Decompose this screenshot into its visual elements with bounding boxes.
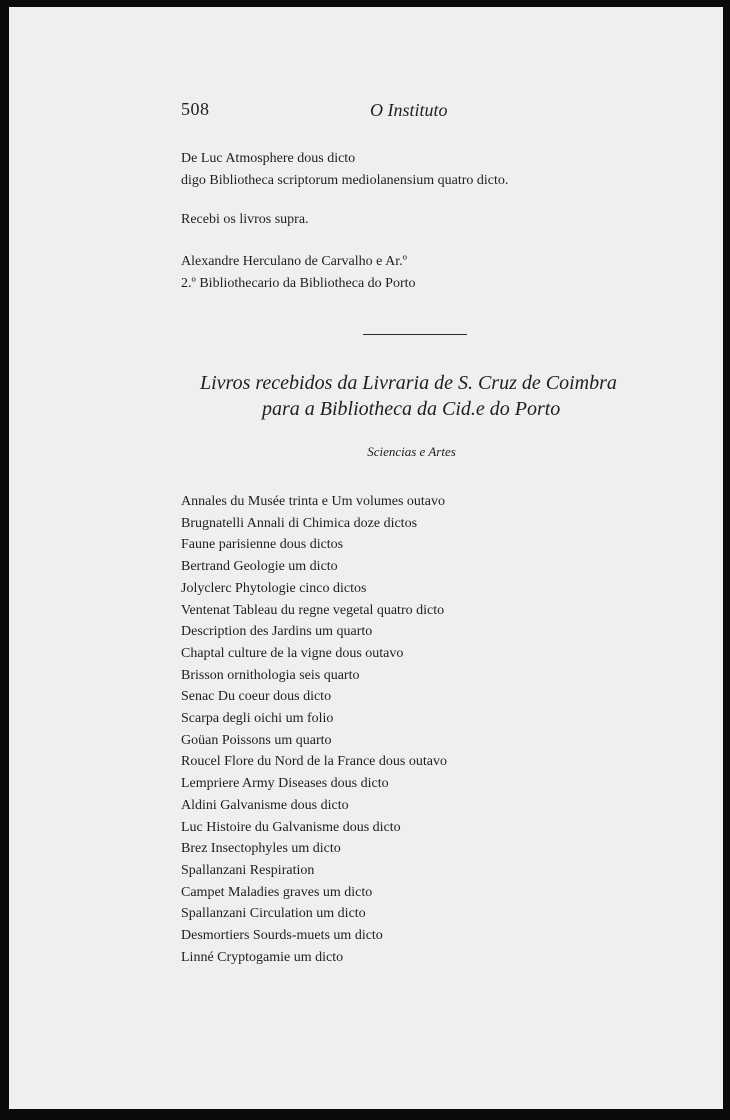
receipt-line: Recebi os livros supra. <box>181 212 309 227</box>
receipt-note <box>181 209 309 231</box>
page-sheet <box>9 7 723 1109</box>
list-item: Jolyclerc Phytologie cinco dictos <box>181 580 367 596</box>
list-item: Spallanzani Respiration <box>181 862 315 878</box>
section-title-line-2: para a Bibliotheca da Cid.e do Porto <box>262 398 561 420</box>
list-item: Senac Du coeur dous dicto <box>181 689 332 705</box>
section-divider <box>363 334 467 335</box>
list-item: Aldini Galvanisme dous dicto <box>181 797 349 813</box>
list-item: Description des Jardins um quarto <box>181 624 373 640</box>
list-item: Faune parisienne dous dictos <box>181 537 344 553</box>
list-item: Luc Histoire du Galvanisme dous dicto <box>181 819 401 835</box>
book-list <box>181 491 447 968</box>
section-title-line-1: Livros recebidos da Livraria de S. Cruz de Coimbra <box>200 372 617 394</box>
signature <box>181 251 416 295</box>
list-item: Campet Maladies graves um dicto <box>181 884 373 900</box>
list-item: Brisson ornithologia seis quarto <box>181 667 360 683</box>
list-item: Lempriere Army Diseases dous dicto <box>181 776 389 792</box>
list-item: Brugnatelli Annali di Chimica doze dictos <box>181 515 418 531</box>
page-number: 508 <box>181 99 210 119</box>
continuation-line: digo Bibliotheca scriptorum mediolanensium quatro dicto. <box>181 173 509 188</box>
list-item: Roucel Flore du Nord de la France dous outavo <box>181 754 447 770</box>
continuation-line: De Luc Atmosphere dous dicto <box>181 151 356 166</box>
signature-role: 2.º Bibliothecario da Bibliotheca do Porto <box>181 276 416 291</box>
section-subtitle: Sciencias e Artes <box>367 444 456 459</box>
list-item: Spallanzani Circulation um dicto <box>181 906 366 922</box>
signature-name: Alexandre Herculano de Carvalho e Ar.º <box>181 254 407 269</box>
list-item: Linné Cryptogamie um dicto <box>181 949 344 965</box>
list-item: Goüan Poissons um quarto <box>181 732 332 748</box>
list-item: Desmortiers Sourds-muets um dicto <box>181 928 383 944</box>
list-item: Annales du Musée trinta e Um volumes outavo <box>181 494 446 509</box>
running-title: O Instituto <box>370 100 448 120</box>
list-item: Chaptal culture de la vigne dous outavo <box>181 645 404 661</box>
continuation-lines <box>181 148 508 192</box>
list-item: Brez Insectophyles um dicto <box>181 841 341 857</box>
list-item: Bertrand Geologie um dicto <box>181 559 338 575</box>
list-item: Scarpa degli oichi um folio <box>181 711 334 727</box>
list-item: Ventenat Tableau du regne vegetal quatro dicto <box>181 602 445 618</box>
